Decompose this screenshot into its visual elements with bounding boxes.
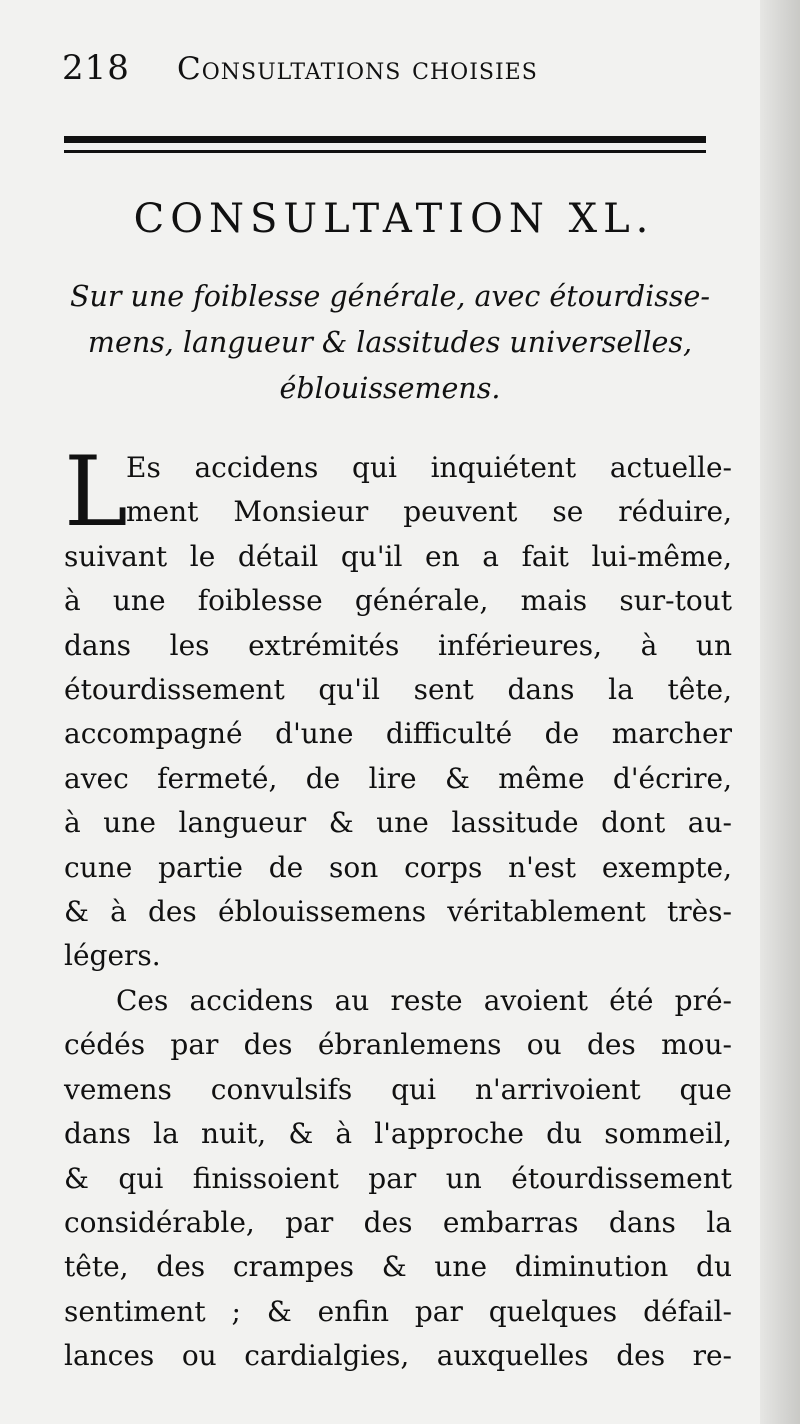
consultation-heading: CONSULTATION XL. [133,196,655,242]
text-line: cune partie de son corps n'est exempte, [64,850,732,884]
text-line: ment Monsieur peuvent se réduire, [126,495,732,529]
subtitle-line: mens, langueur & lassitudes universelles, [87,326,693,359]
header-rule-thick [64,136,706,143]
subtitle-line: Sur une foiblesse générale, avec étourdisse- [69,280,710,313]
text-line: Ces accidens au reste avoient été pré- [116,983,732,1017]
text-line: dans les extrémités inférieures, à un [64,628,732,662]
paragraph-1 [64,436,732,979]
text-line: suivant le détail qu'il en a fait lui-même, [64,539,732,573]
text-line: tête, des crampes & une diminution du [64,1250,732,1284]
text-line: cédés par des ébranlemens ou des mou- [64,1028,732,1062]
subtitle-line: éblouissemens. [279,372,501,405]
text-line: sentiment ; & enfin par quelques défail- [64,1294,732,1328]
running-head [62,48,538,88]
drop-cap: L [64,436,128,548]
text-line: accompagné d'une difficulté de marcher [64,717,732,751]
text-line: vemens convulsifs qui n'arrivoient que [64,1072,732,1106]
paragraph-2 [64,979,732,1379]
consultation-subtitle [60,274,720,412]
text-line: Es accidens qui inquiétent actuelle- [126,451,732,484]
text-line: à une foiblesse générale, mais sur-tout [64,584,732,618]
page-number: 218 [62,48,130,88]
text-line: lances ou cardialgies, auxquelles des re- [64,1339,732,1373]
text-line: dans la nuit, & à l'approche du sommeil, [64,1117,732,1151]
running-title: Consultations choisies [177,51,538,87]
text-line: avec fermeté, de lire & même d'écrire, [64,761,732,795]
text-line: à une langueur & une lassitude dont au- [64,806,732,840]
text-line: étourdissement qu'il sent dans la tête, [64,673,732,707]
body-text [64,436,732,1379]
header-rule-thin [64,150,706,153]
text-line: & qui finissoient par un étourdissement [64,1161,732,1195]
text-line: considérable, par des embarras dans la [64,1205,732,1239]
page-gutter-shadow [760,0,800,1424]
text-line: & à des éblouissemens véritablement très- [64,895,732,929]
text-line: légers. [64,939,161,973]
